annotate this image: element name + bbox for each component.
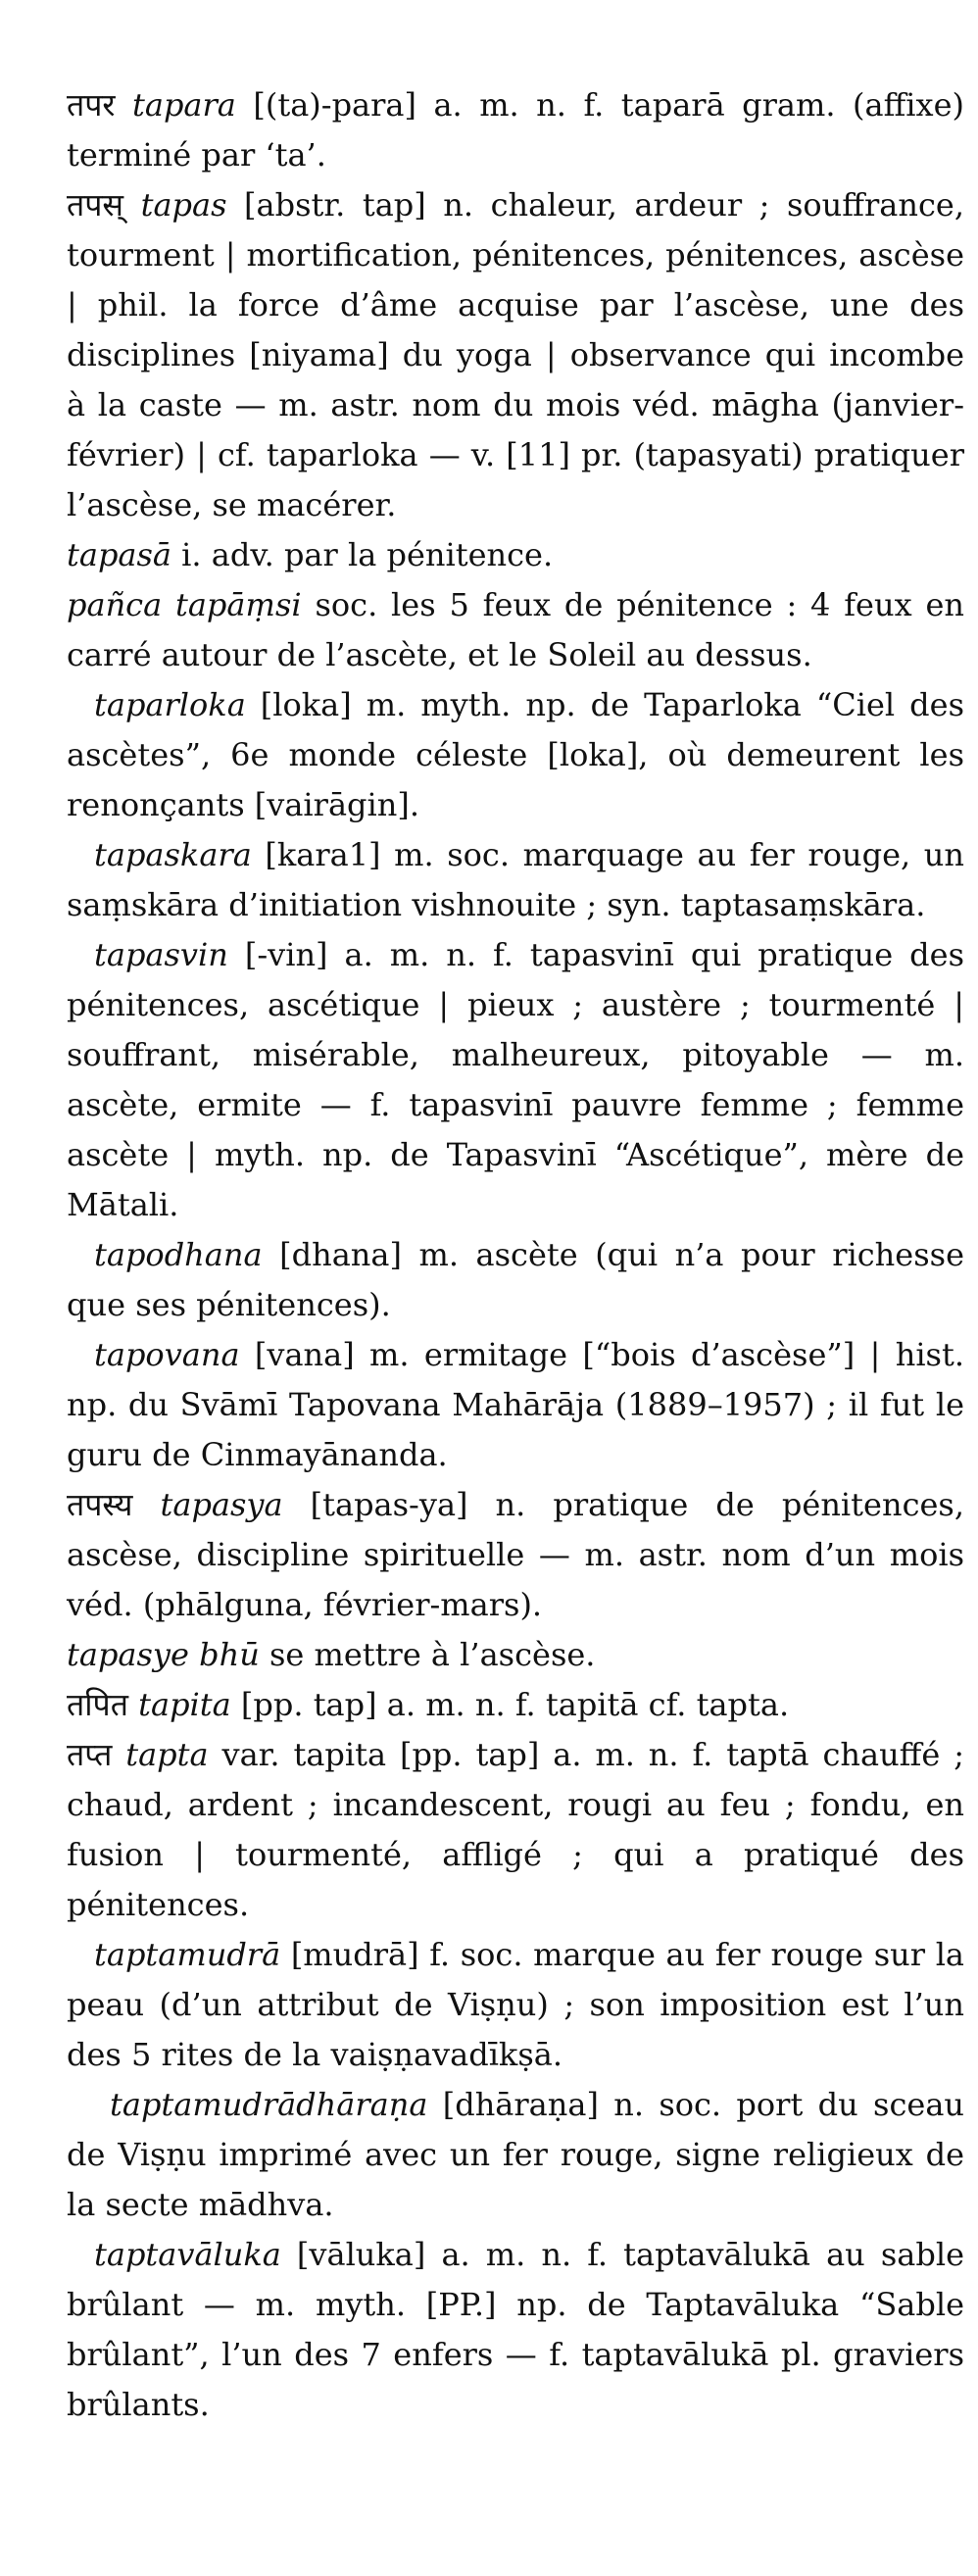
headword: tapasya bbox=[160, 1486, 283, 1523]
entry-body: [mudrā] f. soc. marque au fer rouge sur la peau (d’un attribut de Viṣṇu) ; son imposition est l’un des 5 rites de la vaiṣṇavadīkṣā. bbox=[67, 1936, 965, 2073]
entry-body: var. tapita [pp. tap] a. m. n. f. taptā chauffé ; chaud, ardent ; incandescent, rougi au feu ; fondu, en fusion | tourmenté, affligé ; qui a pratiqué des pénitences. bbox=[67, 1736, 965, 1923]
entry-tapas bbox=[67, 180, 964, 530]
entry-body: [kara1] m. soc. marquage au fer rouge, un saṃskāra d’initiation vishnouite ; syn. taptasaṃskāra. bbox=[67, 836, 965, 923]
subentry-tapasye-bhu bbox=[67, 1630, 964, 1680]
compound-tapovana bbox=[67, 1330, 964, 1480]
entry-body: [tapas-ya] n. pratique de pénitences, ascèse, discipline spirituelle — m. astr. nom d’un mois véd. (phālguna, février-mars). bbox=[67, 1486, 965, 1623]
headword-devanagari: तपस्य bbox=[67, 1486, 133, 1523]
headword-devanagari: तपर bbox=[67, 86, 116, 124]
headword-devanagari: तप्त bbox=[67, 1736, 113, 1773]
entry-body: i. adv. par la pénitence. bbox=[181, 536, 554, 573]
headword: taptamudrādhāraṇa bbox=[110, 2086, 428, 2123]
entry-body: [abstr. tap] n. chaleur, ardeur ; souffrance, tourment | mortification, pénitences, pénitences, ascèse | phil. la force d’âme acquise par l’ascèse, une des disciplines [niyama] du yoga | observance qui incombe à la caste — m. astr. nom du mois véd. māgha (janvier-février) | cf. taparloka — v. [11] pr. (tapasyati) pratiquer l’ascèse, se macérer. bbox=[67, 186, 965, 523]
compound-taparloka bbox=[67, 680, 964, 830]
entry-tapara bbox=[67, 80, 964, 180]
entry-body: soc. les 5 feux de pénitence : 4 feux en carré autour de l’ascète, et le Soleil au dessus. bbox=[67, 586, 965, 673]
headword-devanagari: तपित bbox=[67, 1686, 128, 1723]
compound-taptavaluka bbox=[67, 2230, 964, 2430]
entry-tapta bbox=[67, 1730, 964, 1930]
headword: tapta bbox=[125, 1736, 209, 1773]
compound-taptamudra bbox=[67, 1930, 964, 2080]
compound-tapaskara bbox=[67, 830, 964, 930]
entry-tapita bbox=[67, 1680, 964, 1730]
compound-tapodhana bbox=[67, 1230, 964, 1330]
headword-devanagari: तपस् bbox=[67, 186, 124, 223]
headword: tapovana bbox=[94, 1336, 240, 1373]
headword: tapita bbox=[138, 1686, 231, 1723]
headword: tapara bbox=[132, 86, 236, 124]
entry-tapasya bbox=[67, 1480, 964, 1630]
entry-body: [vāluka] a. m. n. f. taptavālukā au sable brûlant — m. myth. [PP.] np. de Taptavāluka “Sable brûlant”, l’un des 7 enfers — f. taptavālukā pl. graviers brûlants. bbox=[67, 2236, 965, 2423]
headword: tapas bbox=[140, 186, 227, 223]
headword: taparloka bbox=[94, 686, 246, 723]
entry-body: [pp. tap] a. m. n. f. tapitā cf. tapta. bbox=[240, 1686, 790, 1723]
headword: taptamudrā bbox=[94, 1936, 281, 1973]
headword: tapasā bbox=[67, 536, 171, 573]
headword: tapasvin bbox=[94, 936, 228, 973]
headword: tapodhana bbox=[94, 1236, 263, 1273]
subentry-tapasa bbox=[67, 530, 964, 580]
entry-body: [loka] m. myth. np. de Taparloka “Ciel des ascètes”, 6e monde céleste [loka], où demeurent les renonçants [vairāgin]. bbox=[67, 686, 965, 823]
entry-body: [dhana] m. ascète (qui n’a pour richesse que ses pénitences). bbox=[67, 1236, 965, 1323]
headword: tapaskara bbox=[94, 836, 252, 873]
entry-body: [(ta)-para] a. m. n. f. taparā gram. (affixe) terminé par ‘ta’. bbox=[67, 86, 965, 173]
entry-body: se mettre à l’ascèse. bbox=[269, 1636, 596, 1673]
headword: tapasye bhū bbox=[67, 1636, 260, 1673]
entry-body: [-vin] a. m. n. f. tapasvinī qui pratique des pénitences, ascétique | pieux ; austère ; tourmenté | souffrant, misérable, malheureux, pitoyable — m. ascète, ermite — f. tapasvinī pauvre femme ; femme ascète | myth. np. de Tapasvinī “Ascétique”, mère de Mātali. bbox=[67, 936, 965, 1223]
subentry-panca-tapamsi bbox=[67, 580, 964, 680]
entry-body: [dhāraṇa] n. soc. port du sceau de Viṣṇu imprimé avec un fer rouge, signe religieux de la secte mādhva. bbox=[67, 2086, 965, 2223]
entry-body: [vana] m. ermitage [“bois d’ascèse”] | hist. np. du Svāmī Tapovana Mahārāja (1889–1957) ; il fut le guru de Cinmayānanda. bbox=[67, 1336, 965, 1473]
compound-tapasvin bbox=[67, 930, 964, 1230]
compound-taptamudradharana bbox=[67, 2080, 964, 2230]
headword: taptavāluka bbox=[94, 2236, 281, 2273]
headword: pañca tapāṃsi bbox=[67, 586, 302, 623]
